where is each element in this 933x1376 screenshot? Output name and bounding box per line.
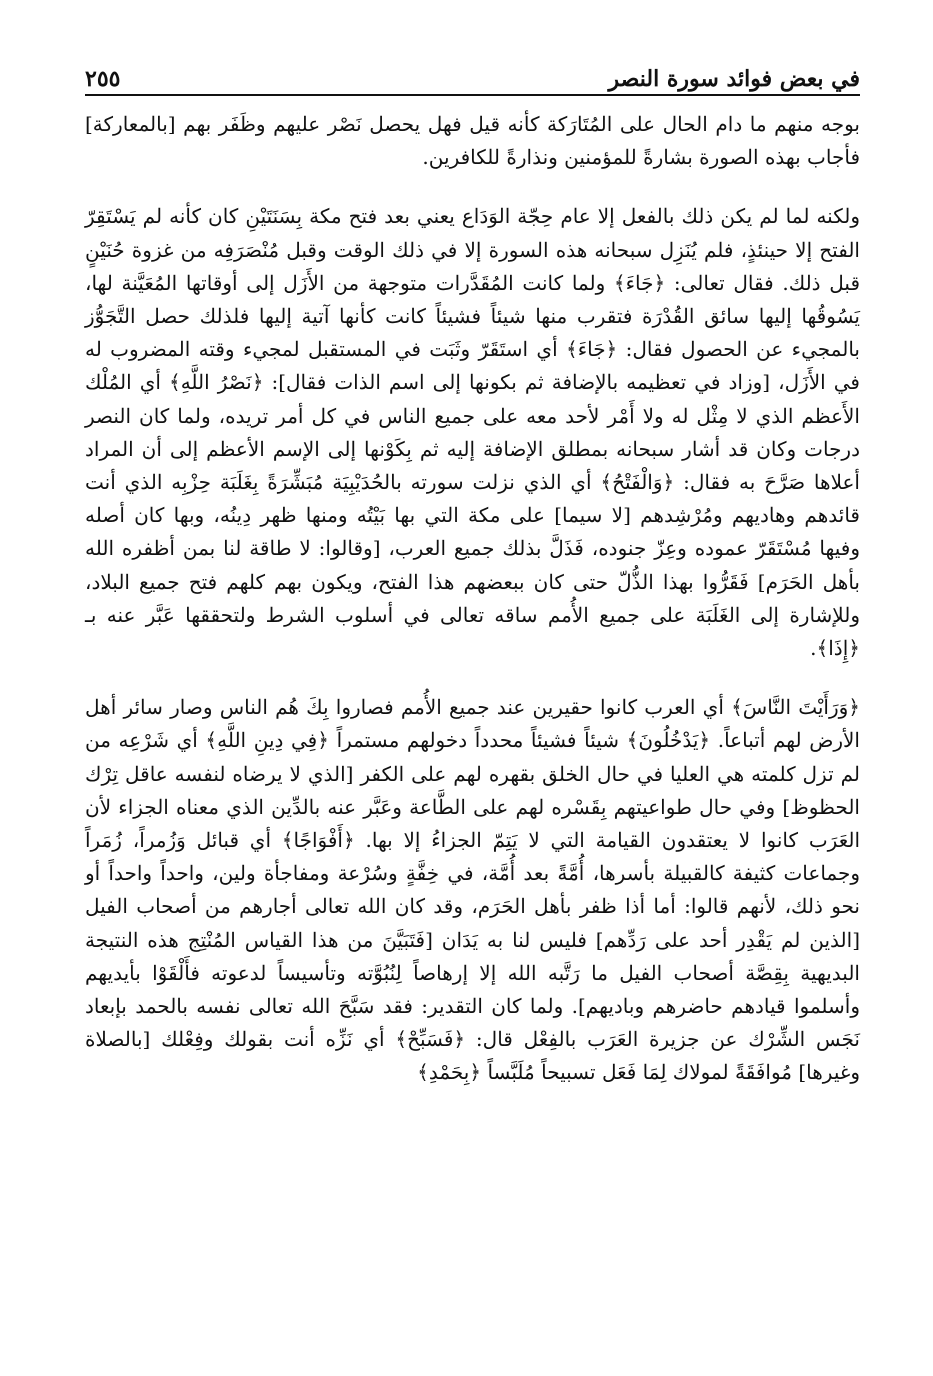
page-header bbox=[85, 52, 860, 92]
paragraph: ولكنه لما لم يكن ذلك بالفعل إلا عام حِجّة الوَدَاع يعني بعد فتح مكة بِسَنَتَيْنِ كان كأنه لم يَسْتَقِرّ الفتح إلا حينئذٍ، فلم يُنَزِل سبحانه هذه السورة إلا في ذلك الوقت وقبل مُنْصَرَفِه من غزوة حُنَيْنٍ قبل ذلك. فقال تعالى: ﴿جَاءَ﴾ ولما كانت المُقَدَّرات متوجهة من الأَزَل إلى أوقاتها المُعَيَّنة لها، يَسُوقُها إليها سائق القُدْرَة فتقرب منها شيئاً فشيئاً كانت كأنها آتية إليها فلذلك حصل التَّجَوُّز بالمجيء عن الحصول فقال: ﴿جَاءَ﴾ أي استَقَرّ وثَبَت في المستقبل لمجيء وقته المضروب له في الأَزَل، [وزاد في تعظيمه بالإضافة ثم بكونها إلى اسم الذات فقال]: ﴿نَصْرُ اللَّهِ﴾ أي المُلْك الأَعظم الذي لا مِثْل له ولا أَمْر لأحد معه على جميع الناس في كل أمر تريده، ولما كان النصر درجات وكان قد أشار سبحانه بمطلق الإضافة إليه ثم بِكَوْنها إلى الإسم الأعظم إلى أن المراد أعلاها صَرَّحَ به فقال: ﴿وَالْفَتْحُ﴾ أي الذي نزلت سورته بالحُدَيْبِيَة مُبَشِّرَةً بِغَلَبَة حِزْبِه الذي أنت قائدهم وهاديهم ومُرْشِدهم [لا سيما] على مكة التي بها بَيْتُه ومنها ظهر دِينُه، وبها كان أصله وفيها مُسْتَقَرّ عموده وعِزّ جنوده، فَذَلَّ بذلك جميع العرب، [وقالوا: لا طاقة لنا بمن أظفره الله بأهل الحَرَم] فَقَرُّوا بهذا الذُّلّ حتى كان ببعضهم هذا الفتح، ويكون بهم كلهم فتح جميع البلاد، وللإشارة إلى الغَلَبَة على جميع الأُمم ساقه تعالى في أسلوب الشرط ولتحققها عَبَّر عنه بـ ﴿إِذَا﴾. bbox=[85, 204, 860, 661]
page-number: ٢٥٥ bbox=[85, 66, 121, 92]
page-body bbox=[85, 108, 860, 1090]
running-title: في بعض فوائد سورة النصر bbox=[608, 66, 860, 92]
header-rule bbox=[85, 94, 860, 96]
paragraph: بوجه منهم ما دام الحال على المُتَارَكة كأنه قيل فهل يحصل نَصْر عليهم وظَفَر بهم [بالمعاركة] فأجاب بهذه الصورة بشارةً للمؤمنين ونذارةً للكافرين. bbox=[85, 112, 860, 170]
paragraph: ﴿وَرَأَيْتَ النَّاسَ﴾ أي العرب كانوا حقيرين عند جميع الأُمم فصاروا بِكَ هُم الناس وصار سائر أهل الأرض لهم أتباعاً. ﴿يَدْخُلُونَ﴾ شيئاً فشيئاً محدداً دخولهم مستمراً ﴿فِي دِينِ اللَّهِ﴾ أي شَرْعِه من لم تزل كلمته هي العليا في حال الخلق بقهره لهم على الكفر [الذي لا يرضاه لنفسه عاقل تِرْك الحظوظ] وفي حال طواعيتهم بِقَسْره لهم على الطَّاعة وعَبَّر عنه بالدِّين الذي معناه الجزاء لأن العَرَب كانوا لا يعتقدون القيامة التي لا يَتِمّ الجزاءُ إلا بها. ﴿أَفْوَاجًا﴾ أي قبائل وَزُمراً، زُمَراً وجماعات كثيفة كالقبيلة بأسرها، أُمَّةً بعد أُمَّة، في خِفَّةٍ وسُرْعة ومفاجأة ولين، واحداً واحداً أو نحو ذلك، لأنهم قالوا: أما أذا ظفر بأهل الحَرَم، وقد كان الله تعالى أجارهم من أصحاب الفيل [الذين لم يَقْدِر أحد على رَدِّهم] فليس لنا به يَدَان [فَتَبَيَّنَ من هذا القياس المُنْتِج هذه النتيجة البديهية بِقِصَّة أصحاب الفيل ما رَتَّبه الله إلا إرهاصاً لِنُبُوَّته وتأسيساً لدعوته فأَلْقَوْا بأيديهم وأسلموا قيادهم حاضرهم وباديهم]. ولما كان التقدير: فقد سَبَّحَ الله تعالى نفسه بالحمد بإبعاد نَجَس الشِّرْك عن جزيرة العَرَب بالفِعْل قال: ﴿فَسَبِّحْ﴾ أي نَزِّه أنت بقولك وفِعْلك [بالصلاة وغيرها] مُوافَقَةً لمولاك لِمَا فَعَل تسبيحاً مُلَبَّساً ﴿بِحَمْدِ﴾ bbox=[85, 695, 860, 1085]
